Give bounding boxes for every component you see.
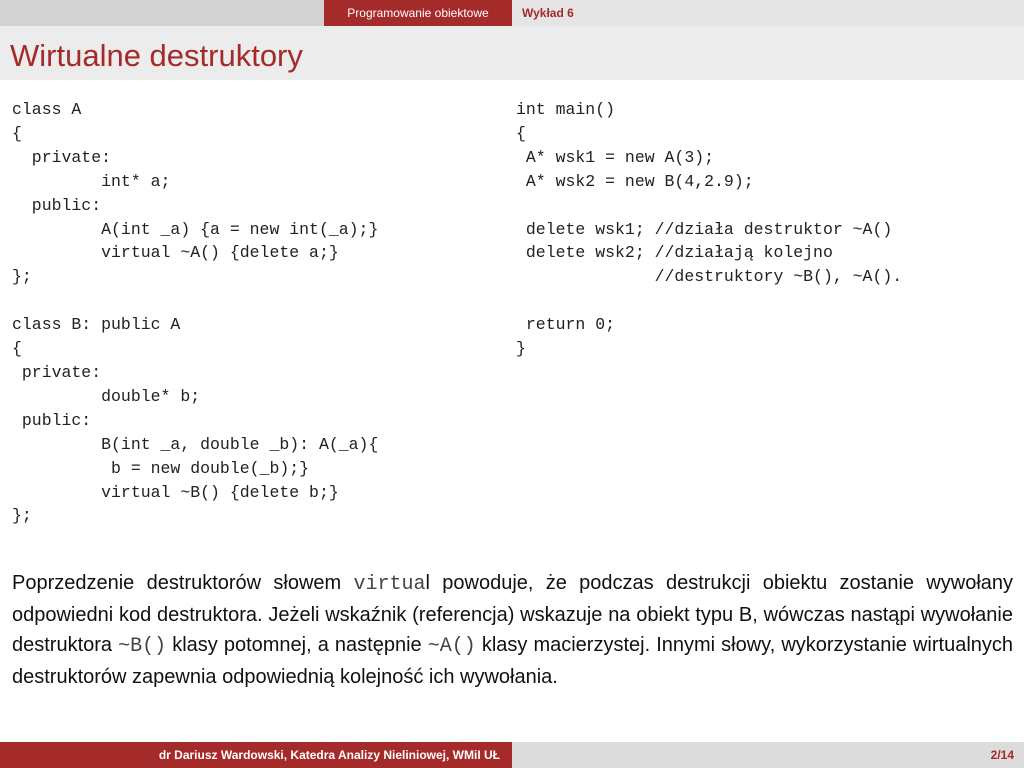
lecture-label: Wykład 6 — [522, 6, 574, 20]
destructor-a-code: ~A() — [427, 635, 476, 658]
paragraph-text-1: Poprzedzenie destruktorów słowem — [12, 572, 354, 594]
explanation-paragraph — [12, 568, 1013, 692]
course-title: Programowanie obiektowe — [324, 0, 512, 26]
virtual-keyword: virtua — [353, 573, 426, 596]
paragraph-text-4: klasy macierzystej. Innymi słowy, wykorzystanie wirtualnych destruktorów zapewnia odpowiednią kolejność ich wywołania. — [12, 634, 1014, 688]
code-block-classes: class A { private: int* a; public: A(int _a) {a = new int(_a);} virtual ~A() {delete a;} }; class B: public A { private: double* b; public: B(int _a, double _b): A(_a){ b = new double(_b);} virtual ~B() {delete b;} }; — [12, 100, 379, 526]
destructor-b-code: ~B() — [118, 635, 167, 658]
page-number: 2/14 — [990, 748, 1014, 762]
paragraph-text-2: l powoduje, że podczas destrukcji obiektu zostanie wywołany odpowiedni kod destruktora. Jeżeli wskaźnik (referencja) wskazuje na obiekt typu B, wówczas nastąpi wywołanie destruktora — [12, 572, 1014, 656]
paragraph-text-3: klasy potomnej, a następnie — [166, 634, 428, 656]
top-bar-right — [512, 0, 1024, 26]
footer-author: dr Dariusz Wardowski, Katedra Analizy Nieliniowej, WMiI UŁ — [0, 742, 512, 768]
code-block-main: int main() { A* wsk1 = new A(3); A* wsk2 = new B(4,2.9); delete wsk1; //działa destruktor ~A() delete wsk2; //działają kolejno //destruktory ~B(), ~A(). return 0; } — [516, 100, 903, 359]
slide-title: Wirtualne destruktory — [10, 38, 303, 73]
